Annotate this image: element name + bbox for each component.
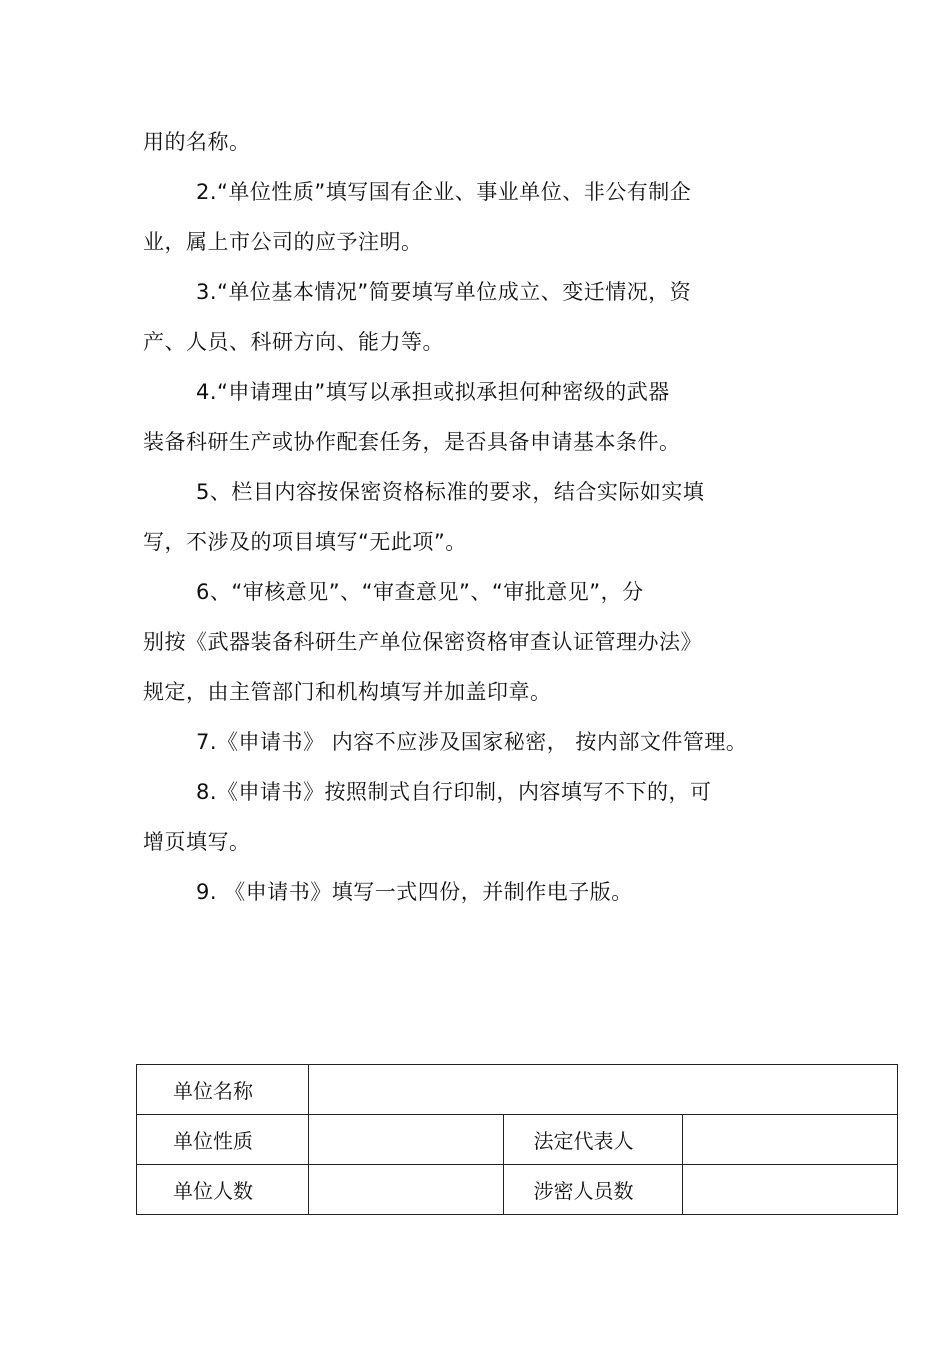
- legal-rep-label: 法定代表人: [503, 1115, 683, 1165]
- note-line: 8.《申请书》按照制式自行印制，内容填写不下的，可: [196, 780, 712, 804]
- note-line: 写，不涉及的项目填写“无此项”。: [143, 530, 467, 554]
- note-line: 3.“单位基本情况”简要填写单位成立、变迁情况，资: [196, 280, 692, 304]
- note-line: 5、栏目内容按保密资格标准的要求，结合实际如实填: [196, 480, 705, 504]
- unit-nature-label: 单位性质: [137, 1115, 309, 1165]
- note-line: 业，属上市公司的应予注明。: [143, 230, 423, 254]
- table-row: [137, 1065, 898, 1115]
- note-line: 别按《武器装备科研生产单位保密资格审查认证管理办法》: [143, 630, 702, 654]
- note-line: 增页填写。: [143, 830, 251, 854]
- table-row: [137, 1115, 898, 1165]
- staff-count-label: 单位人数: [137, 1165, 309, 1215]
- note-line: 2.“单位性质”填写国有企业、事业单位、非公有制企: [196, 180, 692, 204]
- note-line: 规定，由主管部门和机构填写并加盖印章。: [143, 680, 552, 704]
- note-line: 装备科研生产或协作配套任务，是否具备申请基本条件。: [143, 430, 681, 454]
- table-row: [137, 1165, 898, 1215]
- classified-staff-label: 涉密人员数: [503, 1165, 683, 1215]
- note-line: 7.《申请书》 内容不应涉及国家秘密， 按内部文件管理。: [196, 730, 748, 754]
- note-line: 6、“审核意见”、“审查意见”、“审批意见”，分: [196, 580, 644, 604]
- unit-name-field[interactable]: [308, 1065, 897, 1115]
- note-line: 4.“申请理由”填写以承担或拟承担何种密级的武器: [196, 380, 670, 404]
- note-line: 产、人员、科研方向、能力等。: [143, 330, 444, 354]
- note-line: 用的名称。: [143, 130, 251, 154]
- staff-count-field[interactable]: [308, 1165, 503, 1215]
- unit-name-label: 单位名称: [137, 1065, 309, 1115]
- classified-staff-field[interactable]: [683, 1165, 898, 1215]
- unit-info-table: [136, 1064, 898, 1215]
- unit-nature-field[interactable]: [308, 1115, 503, 1165]
- note-line: 9. 《申请书》填写一式四份，并制作电子版。: [196, 880, 633, 904]
- legal-rep-field[interactable]: [683, 1115, 898, 1165]
